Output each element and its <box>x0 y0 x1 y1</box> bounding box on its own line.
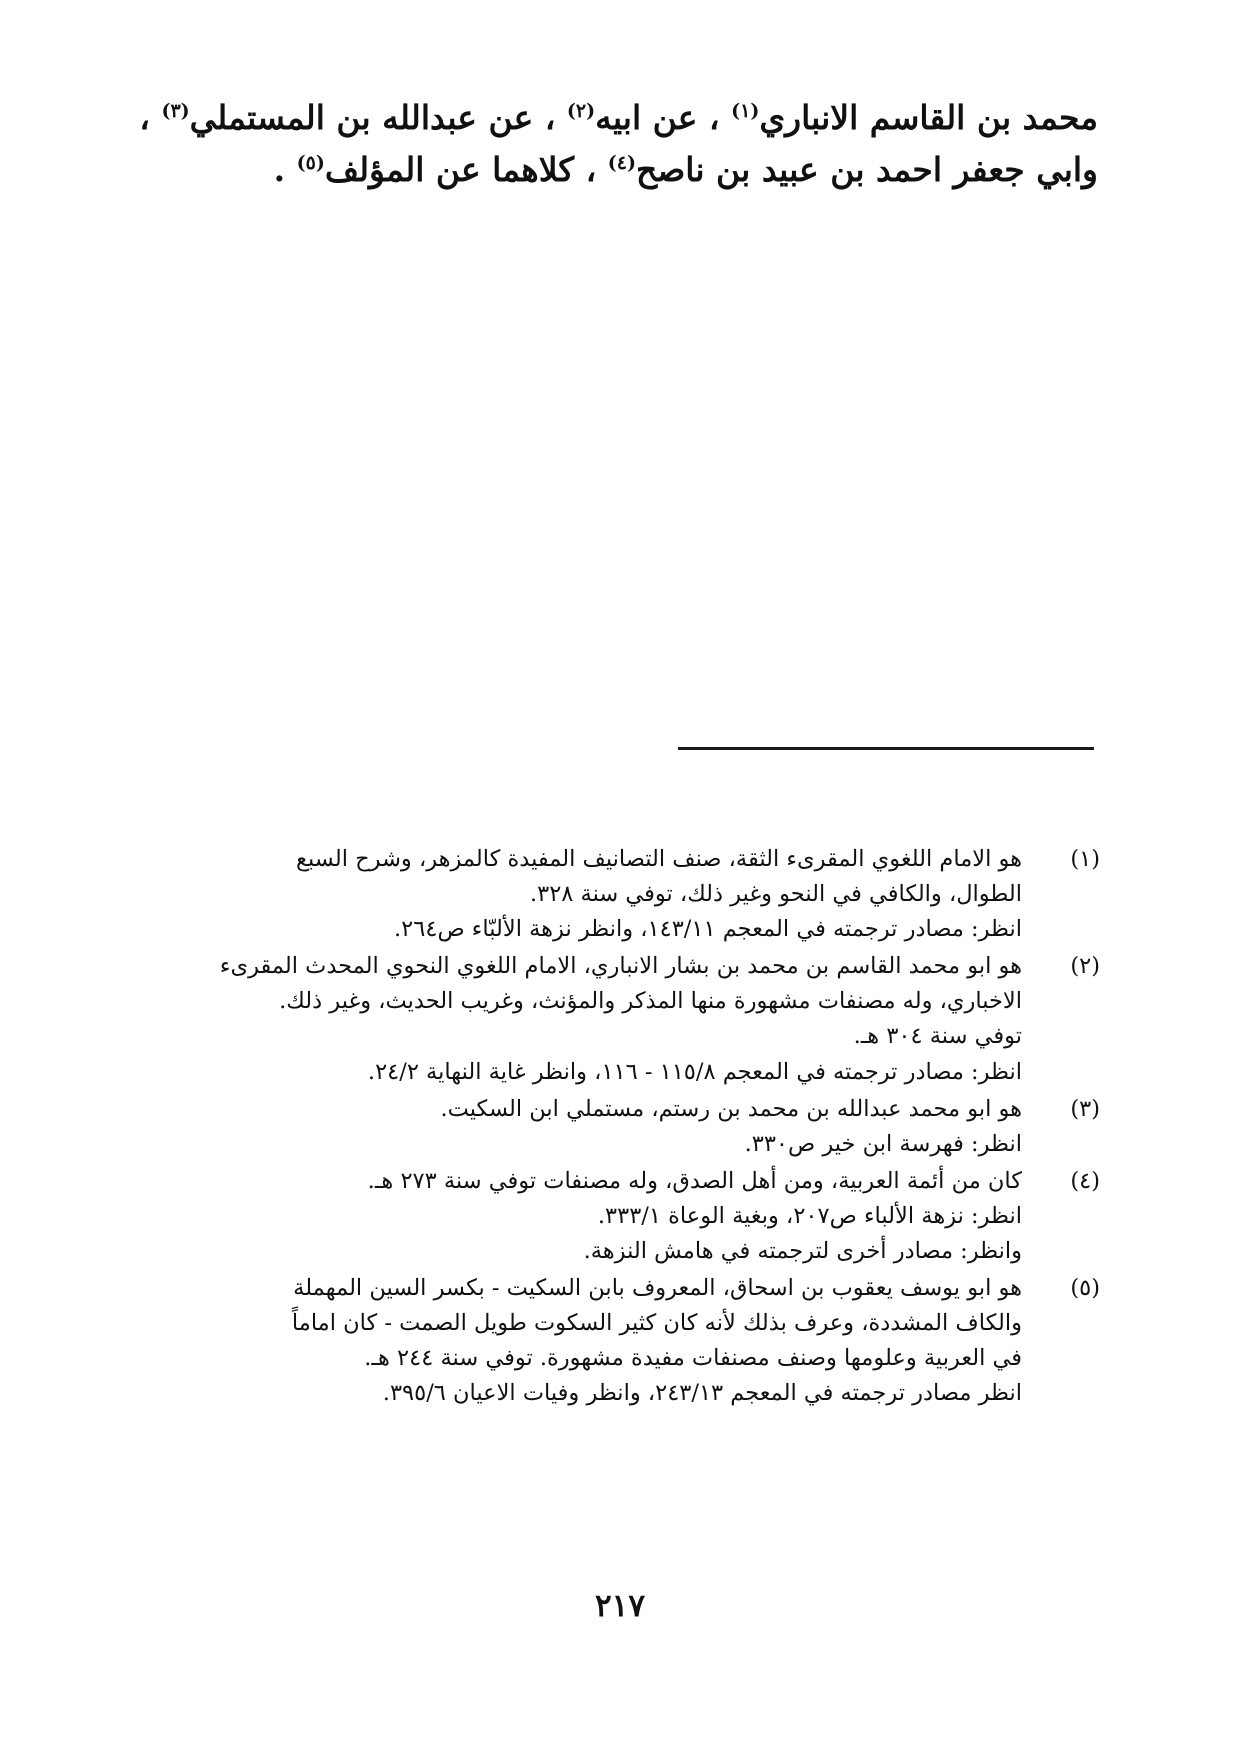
footnote-body <box>140 1092 1022 1162</box>
footnote-2 <box>140 949 1100 1089</box>
footnote-line: الاخباري، وله مصنفات مشهورة منها المذكر والمؤنث، وغريب الحديث، وغير ذلك. <box>279 988 1022 1015</box>
footnote-line: انظر: مصادر ترجمته في المعجم ١٤٣/١١، وانظر نزهة الألبّاء ص٢٦٤. <box>394 916 1022 943</box>
footnote-line: هو ابو محمد القاسم بن محمد بن بشار الانباري، الامام اللغوي النحوي المحدث المقرىء <box>219 953 1022 980</box>
footnote-1 <box>140 842 1100 947</box>
footnote-3 <box>140 1092 1100 1162</box>
footnotes-section <box>140 842 1100 1414</box>
footnote-reference: (٢) <box>566 100 596 122</box>
footnote-line: كان من أئمة العربية، ومن أهل الصدق، وله مصنفات توفي سنة ٢٧٣ هـ. <box>367 1167 1022 1194</box>
main-text-segment: ، عن ابيه <box>595 98 720 137</box>
main-text-segment: وابي جعفر احمد بن عبيد بن ناصح <box>635 150 1098 190</box>
main-text-segment: . <box>273 150 286 190</box>
footnote-body <box>140 1271 1022 1411</box>
footnote-reference: (٥) <box>296 152 325 175</box>
footnote-line: انظر: مصادر ترجمته في المعجم ١١٥/٨ - ١١٦، وانظر غاية النهاية ٢٤/٢. <box>367 1058 1022 1085</box>
footnote-reference: (٤) <box>607 152 636 175</box>
footnote-line: انظر: فهرسة ابن خير ص٣٣٠. <box>744 1130 1022 1157</box>
main-text <box>138 92 1098 196</box>
footnote-divider <box>678 747 1094 750</box>
footnote-line: انظر: نزهة الألباء ص٢٠٧، وبغية الوعاة ٣٣٣/١. <box>597 1202 1022 1229</box>
footnote-line: الطوال، والكافي في النحو وغير ذلك، توفي سنة ٣٢٨. <box>529 881 1022 908</box>
footnote-body <box>140 1164 1022 1269</box>
footnote-line: توفي سنة ٣٠٤ هـ. <box>853 1023 1022 1050</box>
footnote-reference: (٣) <box>161 100 190 122</box>
footnote-line: في العربية وعلومها وصنف مصنفات مفيدة مشهورة. توفي سنة ٢٤٤ هـ. <box>364 1345 1022 1372</box>
footnote-number: (٤) <box>1070 1167 1100 1194</box>
footnote-line: وانظر: مصادر أخرى لترجمته في هامش النزهة. <box>583 1238 1022 1265</box>
footnote-line: هو ابو يوسف يعقوب بن اسحاق، المعروف بابن السكيت - بكسر السين المهملة <box>293 1275 1022 1302</box>
footnote-line: والكاف المشددة، وعرف بذلك لأنه كان كثير السكوت طويل الصمت - كان اماماً <box>291 1310 1022 1337</box>
footnote-line: هو الامام اللغوي المقرىء الثقة، صنف التصانيف المفيدة كالمزهر، وشرح السبع <box>296 846 1022 872</box>
footnote-4 <box>140 1164 1100 1269</box>
main-text-segment: ، عن عبدالله بن المستملي <box>189 98 556 137</box>
footnote-number: (٥) <box>1070 1275 1100 1302</box>
main-text-segment: ، <box>139 98 150 137</box>
main-text-line-1 <box>138 92 1098 144</box>
footnote-number: (٣) <box>1070 1095 1100 1122</box>
main-text-segment: ، كلاهما عن المؤلف <box>324 150 597 190</box>
page-number: ٢١٧ <box>595 1588 645 1624</box>
main-text-line-2 <box>138 144 1098 196</box>
footnote-line: هو ابو محمد عبدالله بن محمد بن رستم، مستملي ابن السكيت. <box>440 1095 1022 1122</box>
footnote-reference: (١) <box>731 100 760 122</box>
footnote-5 <box>140 1271 1100 1411</box>
footnote-number: (٢) <box>1070 953 1100 980</box>
main-text-segment: محمد بن القاسم الانباري <box>759 98 1098 137</box>
footnote-number: (١) <box>1070 846 1100 872</box>
footnote-body <box>140 949 1022 1089</box>
footnote-body <box>140 842 1022 947</box>
footnote-line: انظر مصادر ترجمته في المعجم ٢٤٣/١٣، وانظر وفيات الاعيان ٣٩٥/٦. <box>382 1380 1022 1407</box>
